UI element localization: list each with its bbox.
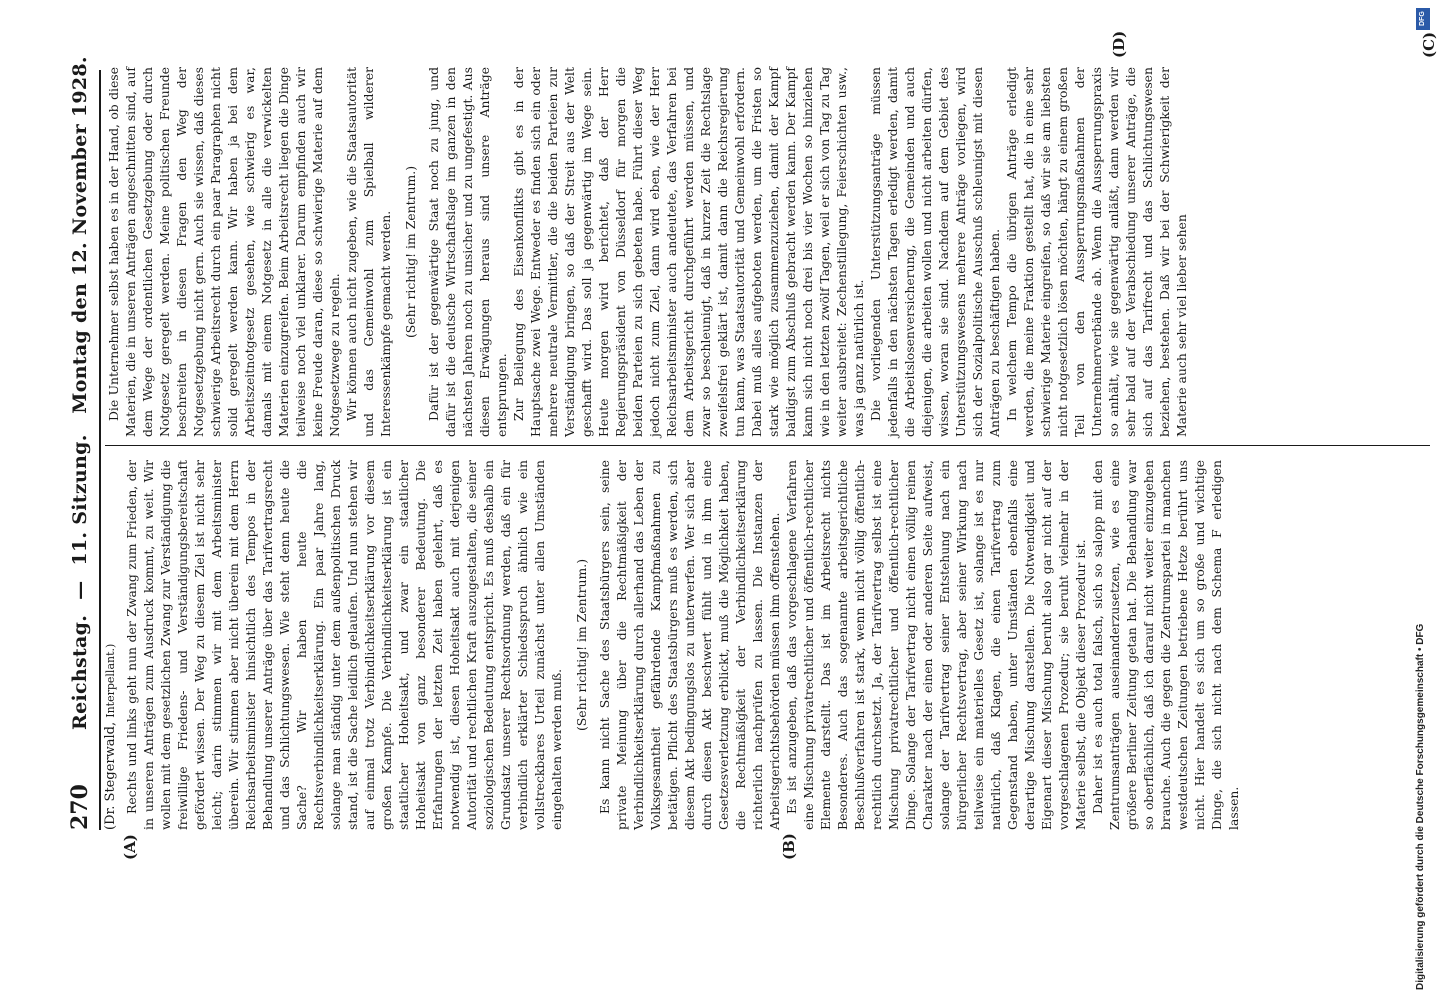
margin-letter-c: (C) <box>1420 31 1438 58</box>
speaker-line <box>103 644 118 830</box>
page-header <box>65 56 101 830</box>
session-number: 11. Sitzung. <box>69 434 91 566</box>
right-column <box>105 67 1190 437</box>
speaker-role: Interpellant.) <box>104 643 117 718</box>
parliament-name: Reichstag. <box>69 614 91 730</box>
paragraph: Die vorliegenden Unterstützungsanträge müssen jedenfalls in den nächsten Tagen erledigt werden, damit die Arbeitslosenversicherung, die Gemeinden und auch diejenigen, die arbeiten wollen und nicht arbeiten dürfen, wissen, woran sie sind. Nachdem auf dem Gebiet des Unterstützungswesens mehrere Anträge vorliegen, wird sich der Sozialpolitische Ausschuß schleunigst mit diesen Anträgen zu beschäftigen haben. <box>868 67 1002 437</box>
paragraph: Es ist anzugeben, daß das vorgeschlagene Verfahren eine Mischung privatrechtlicher und öffentlich-rechtlicher Elemente darstellt. Das ist im Arbeitsrecht nichts Besonderes. Auch das sogenannte arbeitsgerichtliche Beschlußverfahren ist stark, wenn nicht völlig öffentlich-rechtlich durchsetzt. Ja, der Tarifvertrag selbst ist eine Mischung privatrechtlicher und öffentlich-rechtlicher Dinge. Solange der Tarifvertrag nicht einen völlig reinen Charakter nach der einen oder anderen Seite aufweist, solange der Tarifvertrag seiner Entstehung nach ein bürgerlicher Rechtsvertrag, aber seiner Wirkung nach teilweise ein materielles Gesetz ist, solange ist es nur natürlich, daß Klagen, die einen Tarifvertrag zum Gegenstand haben, unter Umständen ebenfalls eine derartige Mischung darstellen. Die Notwendigkeit und Eigenart dieser Mischung beruht also gar nicht auf der vorgeschlagenen Prozedur; sie beruht vielmehr in der Materie selbst, die Objekt dieser Prozedur ist. <box>784 460 1088 830</box>
session-date: Montag den 12. November 1928. <box>69 56 91 414</box>
margin-letter-b: (B) <box>780 833 798 860</box>
paragraph: Es kann nicht Sache des Staatsbürgers sein, seine private Meinung über die Rechtmäßigkeit der Verbindlichkeitserklärung durch allerhand das Leben der Volksgesamtheit gefährdende Kampfmaßnahmen zu betätigen. Pflicht des Staatsbürgers muß es werden, sich diesem Akt bedingungslos zu unterwerfen. Wer sich aber durch diesen Akt beschwert fühlt und in ihm eine Gesetzesverletzung erblickt, muß die Möglichkeit haben, die Rechtmäßigkeit der Verbindlichkeitserklärung richterlich nachprüfen zu lassen. Die Instanzen der Arbeitsgerichtsbehörden müssen ihm offenstehen. <box>597 460 782 830</box>
column-divider <box>105 445 1430 446</box>
paragraph: Zur Beilegung des Eisenkonflikts gibt es in der Hauptsache zwei Wege. Entweder es finden sich ein oder mehrere neutrale Vermittler, die die beiden Parteien zur Verständigung bringen, so daß der Streit aus der Welt geschafft wird. Das soll ja gegenwärtig im Wege sein. Heute morgen wird berichtet, daß der Herr Regierungspräsident von Düsseldorf für morgen die beiden Parteien zu sich gebeten habe. Führt dieser Weg jedoch nicht zum Ziel, dann wird eben, wie der Herr Reichsarbeitsminister auch andeutete, das Verfahren bei dem Arbeitsgericht durchgeführt werden müssen, und zwar so beschleunigt, daß in kurzer Zeit die Rechtslage zweifelsfrei geklärt ist, damit dann die Reichsregierung tun kann, was Staatsautorität und Gemeinwohl erfordern. Dabei muß alles aufgeboten werden, um die Fristen so stark wie möglich zusammenzuziehen, damit der Kampf baldigst zum Abschluß gebracht werden kann. Der Kampf kann sich nicht noch drei bis vier Wochen so hinziehen wie in den letzten zwölf Tagen, weil er sich von Tag zu Tag weiter ausbreitet: Zechenstillegung, Feierschichten usw., was ja ganz natürlich ist. <box>511 67 866 437</box>
digitization-credit: Digitalisierung gefördert durch die Deutsche Forschungsgemeinschaft • DFG <box>1415 623 1426 990</box>
paragraph: Dafür ist der gegenwärtige Staat noch zu jung, und dafür ist die deutsche Wirtschaftslage im ganzen in den nächsten Jahren noch zu unsicher und zu ungefestigt. Aus diesen Erwägungen heraus sind unsere Anträge entsprungen. <box>426 67 509 437</box>
dfg-logo: DFG <box>1416 8 1430 30</box>
interjection: (Sehr richtig! im Zentrum.) <box>574 558 589 732</box>
margin-letter-a: (A) <box>121 834 139 860</box>
interjection: (Sehr richtig! im Zentrum.) <box>403 165 418 339</box>
running-title <box>69 56 91 730</box>
title-separator: — <box>69 580 91 600</box>
speaker-name: (Dr. Stegerwald, <box>103 721 118 830</box>
paragraph: In welchem Tempo die übrigen Anträge erledigt werden, die meine Fraktion gestellt hat, die in eine sehr schwierige Materie eingreifen, so daß wir sie am liebsten nicht notgesetzlich lösen möchten, hängt zu einem großen Teil von den Aussperrungsmaßnahmen der Unternehmerverbände ab. Wenn die Aussperrungspraxis so anhält, wie sie gegenwärtig anläßt, dann werden wir sehr bald auf der Verabschiedung unserer Anträge, die sich auf das Tarifrecht und das Schlichtungswesen beziehen, bestehen. Daß wir bei der Schwierigkeit der Materie auch sehr viel lieber sehen <box>1004 67 1189 437</box>
paragraph: Daher ist es auch total falsch, sich so salopp mit den Zentrumsanträgen auseinanderzusetzen, wie es eine größere Berliner Zeitung getan hat. Die Behandlung war so oberflächlich, daß ich darauf nicht weiter einzugehen brauche. Auch die gegen die Zentrumspartei in manchen westdeutschen Zeitungen betriebene Hetze berührt uns nicht. Hier handelt es sich um so große und wichtige Dinge, die sich nicht nach dem Schema F erledigen lassen. <box>1090 460 1241 830</box>
left-column <box>123 460 1242 830</box>
paragraph: Wir können auch nicht zugeben, wie die Staatsautorität und das Gemeinwohl zum Spielball wilderer Interessenkämpfe gemacht werden. <box>344 67 393 437</box>
margin-letter-d: (D) <box>1110 30 1128 58</box>
rotated-page <box>65 30 1445 860</box>
paragraph: Die Unternehmer selbst haben es in der Hand, ob diese Materien, die in unseren Anträgen angeschnitten sind, auf dem Wege der ordentlichen Gesetzgebung oder durch Notgesetz geregelt werden. Meine politischen Freunde beschreiten in diesen Fragen den Weg der Notgesetzgebung nicht gern. Auch sie wissen, daß dieses schwierige Arbeitsrecht durch ein paar Paragraphen nicht solid geregelt werden kann. Wir haben ja bei dem Arbeitszeitnotgesetz gesehen, wie schwierig es war, damals mit einem Notgesetz in alle die verwickelten Materien einzugreifen. Beim Arbeitsrecht liegen die Dinge teilweise noch viel unklarer. Darum empfinden auch wir keine Freude daran, diese so schwierige Materie auf dem Notgesetzwege zu regeln. <box>106 67 342 437</box>
page-number: 270 <box>67 784 93 830</box>
paragraph: Rechts und links geht nun der Zwang zum Frieden, der in unseren Anträgen zum Ausdruck kommt, zu weit. Wir wollen mit dem gesetzlichen Zwang zur Verständigung die freiwillige Friedens- und Verständigungsbereitschaft gefördert wissen. Der Weg zu diesem Ziel ist nicht sehr leicht; darin stimmen wir mit dem Arbeitsminister überein. Wir stimmen aber nicht überein mit dem Herrn Reichsarbeitsminister hinsichtlich des Tempos in der Behandlung unserer Anträge über das Tarifvertragsrecht und das Schlichtungswesen. Wie steht denn heute die Sache? Wir haben heute die Rechtsverbindlichkeitserklärung. Ein paar Jahre lang, solange man ständig unter dem außenpolitischen Druck stand, ist die Sache leidlich gelaufen. Und nun stehen wir auf einmal trotz Verbindlichkeitserklärung vor diesem großen Kampfe. Die Verbindlichkeitserklärung ist ein staatlicher Hoheitsakt, und zwar ein staatlicher Hoheitsakt von ganz besonderer Bedeutung. Die Erfahrungen der letzten Zeit haben gelehrt, daß es notwendig ist, diesen Hoheitsakt auch mit derjenigen Autorität und rechtlichen Kraft auszugestalten, die seiner soziologischen Bedeutung entspricht. Es muß deshalb ein Grundsatz unserer Rechtsordnung werden, daß ein für verbindlich erklärter Schiedsspruch ähnlich wie ein vollstreckbares Urteil zunächst unter allen Umständen eingehalten werden muß. <box>124 460 564 830</box>
